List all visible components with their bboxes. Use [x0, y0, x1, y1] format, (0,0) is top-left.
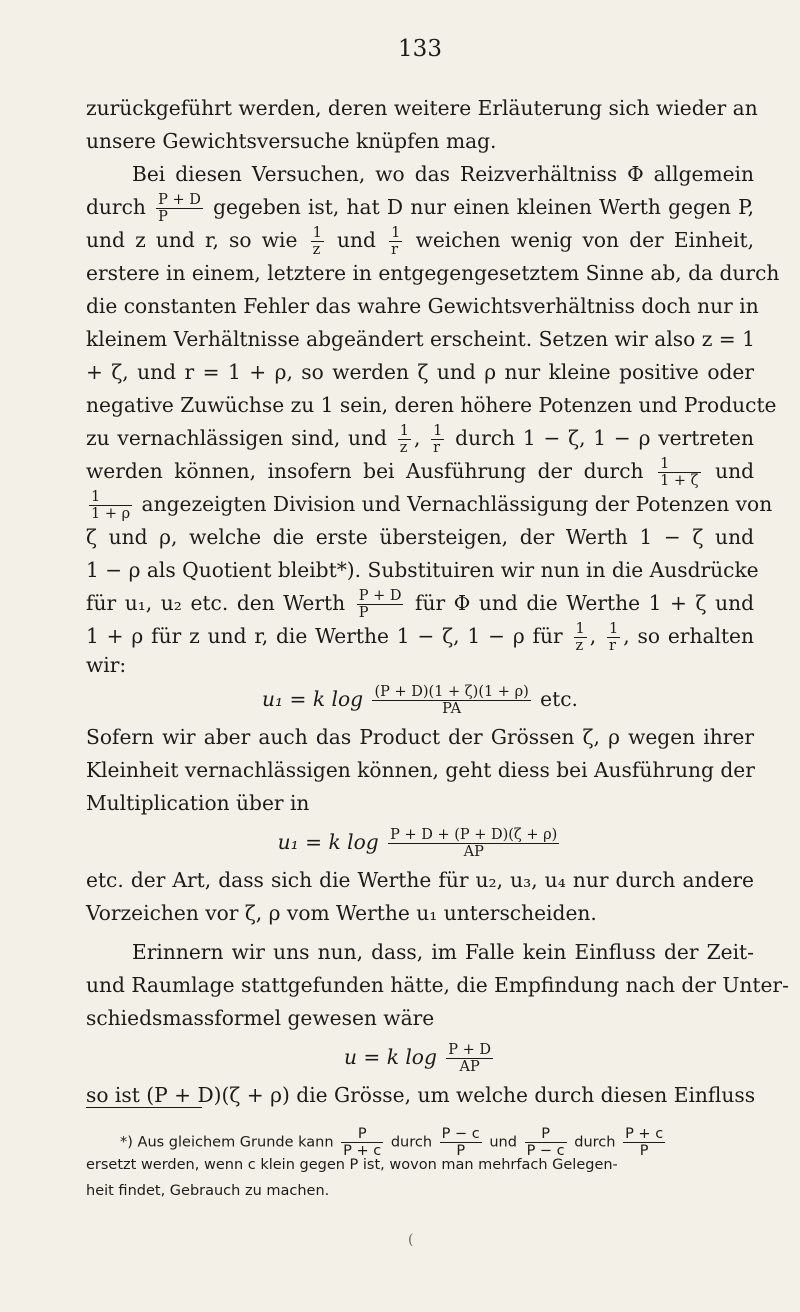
fraction-one-over-one-plus-zeta — [658, 456, 700, 489]
fraction-numerator: P + D — [448, 1042, 492, 1058]
fraction-p-plus-d-over-p — [156, 192, 203, 225]
text-line: Erinnern wir uns nun, dass, im Falle kein Einfluss der Zeit- — [132, 940, 754, 964]
equation-fraction — [446, 1042, 493, 1075]
equation-fraction — [372, 684, 530, 717]
fraction-denominator: P — [358, 605, 369, 621]
text-line: schiedsmassformel gewesen wäre — [86, 1006, 435, 1030]
text-line: etc. der Art, dass sich die Werthe für u₂, u₃, u₄ nur durch andere — [86, 868, 754, 892]
text-line: die constanten Fehler das wahre Gewichtsverhältniss doch nur in — [86, 294, 759, 318]
fraction-one-over-z — [574, 621, 587, 654]
fraction-denominator: r — [609, 638, 616, 654]
fraction-numerator: 1 — [609, 621, 619, 637]
main-text — [86, 92, 789, 1112]
text-line — [86, 587, 754, 620]
fraction-denominator: z — [575, 638, 584, 654]
text-line — [86, 191, 754, 224]
fraction-numerator: 1 — [312, 225, 322, 241]
fraction-numerator: P + D — [158, 192, 201, 208]
text-line: zurückgeführt werden, deren weitere Erläuterung sich wieder an — [86, 96, 758, 120]
fraction-denominator: P — [639, 1143, 649, 1159]
text-segment: durch — [86, 195, 146, 219]
text-line: unsere Gewichtsversuche knüpfen mag. — [86, 129, 497, 153]
fraction-denominator: AP — [463, 844, 484, 860]
text-line: kleinem Verhältnisse abgeändert erscheint. Setzen wir also z = 1 — [86, 327, 755, 351]
text-segment: für Φ und die Werthe 1 + ζ und — [415, 591, 755, 615]
fraction-one-over-r — [431, 423, 444, 456]
equation-u — [86, 1035, 754, 1079]
text-line: wir: — [86, 653, 127, 677]
text-line: zu vernachlässigen sind, und $\frac{1}{z}$ , $\frac{1}{r}$ durch 1 − ζ, 1 − ρ vertreten — [86, 423, 754, 456]
equation-lhs: u₁ = k log — [277, 830, 379, 854]
fraction-denominator: P — [456, 1143, 466, 1159]
text-line: und Raumlage stattgefunden hätte, die Empfindung nach der Unter- — [86, 973, 789, 997]
fraction-p-plus-d-over-p — [357, 588, 404, 621]
text-line: 1 + ρ für z und r, die Werthe 1 − ζ, 1 − ρ für $\frac{1}{z}$ , $\frac{1}{r}$ , so erhalten — [86, 621, 755, 654]
equation-u1-linear — [86, 820, 754, 864]
fraction-numerator: 1 — [391, 225, 401, 241]
footnote-line — [120, 1126, 754, 1159]
text-segment: zu vernachlässigen sind, und — [86, 426, 387, 450]
fraction-denominator: z — [399, 440, 408, 456]
text-segment: werden können, insofern bei Ausführung der durch — [86, 459, 644, 483]
fraction-one-over-z — [311, 225, 324, 258]
text-line: ζ und ρ, welche die erste übersteigen, der Werth 1 − ζ und — [86, 525, 754, 549]
footnote — [86, 1126, 754, 1204]
fraction-one-over-r — [389, 225, 402, 258]
footnote-text: Aus gleichem Grunde kann — [137, 1134, 334, 1151]
fraction-denominator: AP — [459, 1059, 480, 1075]
footnote-divider — [86, 1107, 202, 1108]
footnote-fraction — [623, 1126, 665, 1159]
text-line: Sofern wir aber auch das Product der Grössen ζ, ρ wegen ihrer — [86, 725, 754, 749]
text-segment: angezeigten Division und Vernachlässigung der Potenzen von — [141, 492, 773, 516]
text-line: 1 − ρ als Quotient bleibt*). Substituiren wir nun in die Ausdrücke — [86, 558, 759, 582]
text-line — [86, 224, 754, 257]
footnote-mark: *) — [120, 1134, 133, 1151]
text-line: + ζ, und r = 1 + ρ, so werden ζ und ρ nur kleine positive oder — [86, 360, 754, 384]
equation-lhs: u₁ = k log — [262, 687, 364, 711]
fraction-denominator: r — [391, 242, 399, 258]
text-segment: weichen wenig von der Einheit, — [415, 228, 755, 252]
text-segment: 1 + ρ für z und r, die Werthe 1 − ζ, 1 − ρ für — [86, 624, 563, 648]
fraction-one-over-one-plus-rho — [89, 489, 132, 522]
fraction-numerator: (P + D)(1 + ζ)(1 + ρ) — [374, 684, 529, 700]
text-segment: gegeben ist, hat D nur einen kleinen Werth gegen P, — [213, 195, 754, 219]
fraction-numerator: 1 — [89, 489, 132, 506]
equation-lhs: u = k log — [343, 1045, 437, 1069]
footnote-line: ersetzt werden, wenn c klein gegen P ist, wovon man mehrfach Gelegen- — [86, 1157, 618, 1173]
text-segment: so erhalten — [637, 624, 755, 648]
text-line: Multiplication über in — [86, 791, 310, 815]
fraction-denominator: z — [312, 242, 321, 258]
footnote-line: heit findet, Gebrauch zu machen. — [86, 1183, 330, 1199]
text-line — [86, 488, 773, 522]
fraction-denominator: P + c — [343, 1143, 382, 1159]
fraction-numerator: 1 — [575, 621, 585, 637]
text-segment: für u₁, u₂ etc. den Werth — [86, 591, 346, 615]
fraction-numerator: P − c — [441, 1126, 480, 1142]
text-line: negative Zuwüchse zu 1 sein, deren höhere Potenzen und Producte — [86, 393, 777, 417]
equation-u1-full — [86, 677, 754, 721]
fraction-numerator: P + D — [358, 588, 402, 604]
text-segment: und — [337, 228, 376, 252]
fraction-numerator: P + D + (P + D)(ζ + ρ) — [390, 827, 558, 843]
fraction-denominator: P — [158, 209, 168, 225]
fraction-numerator: P — [341, 1126, 383, 1143]
fraction-denominator: P − c — [526, 1143, 565, 1159]
text-segment: durch 1 − ζ, 1 − ρ vertreten — [455, 426, 754, 450]
fraction-denominator: 1 + ζ — [660, 473, 699, 489]
fraction-numerator: 1 — [433, 423, 443, 439]
text-line: so ist (P + D)(ζ + ρ) die Grösse, um welche durch diesen Einfluss — [86, 1083, 756, 1107]
text-line — [86, 455, 754, 488]
text-line: Vorzeichen vor ζ, ρ vom Werthe u₁ unterscheiden. — [86, 901, 597, 925]
text-segment: und z und r, so wie — [86, 228, 298, 252]
bottom-mark: ( — [408, 1232, 414, 1248]
page-number: 133 — [398, 36, 442, 62]
fraction-numerator: P — [525, 1126, 567, 1143]
fraction-denominator: PA — [442, 701, 462, 717]
text-line: erstere in einem, letztere in entgegengesetztem Sinne ab, da durch — [86, 261, 780, 285]
text-line: Kleinheit vernachlässigen können, geht diess bei Ausführung der — [86, 758, 755, 782]
fraction-numerator: 1 — [658, 456, 700, 473]
text-line: Bei diesen Versuchen, wo das Reizverhältniss Φ allgemein — [132, 162, 754, 186]
footnote-text: durch — [390, 1134, 433, 1151]
footnote-text: durch — [574, 1134, 616, 1151]
fraction-numerator: 1 — [399, 423, 409, 439]
footnote-text: und — [489, 1134, 517, 1151]
equation-tail: etc. — [540, 687, 578, 711]
fraction-numerator: P + c — [625, 1126, 664, 1142]
equation-fraction — [388, 827, 559, 860]
fraction-one-over-z — [398, 423, 411, 456]
text-segment: und — [715, 459, 754, 483]
fraction-one-over-r — [607, 621, 620, 654]
fraction-denominator: r — [433, 440, 441, 456]
fraction-denominator: 1 + ρ — [91, 506, 131, 522]
